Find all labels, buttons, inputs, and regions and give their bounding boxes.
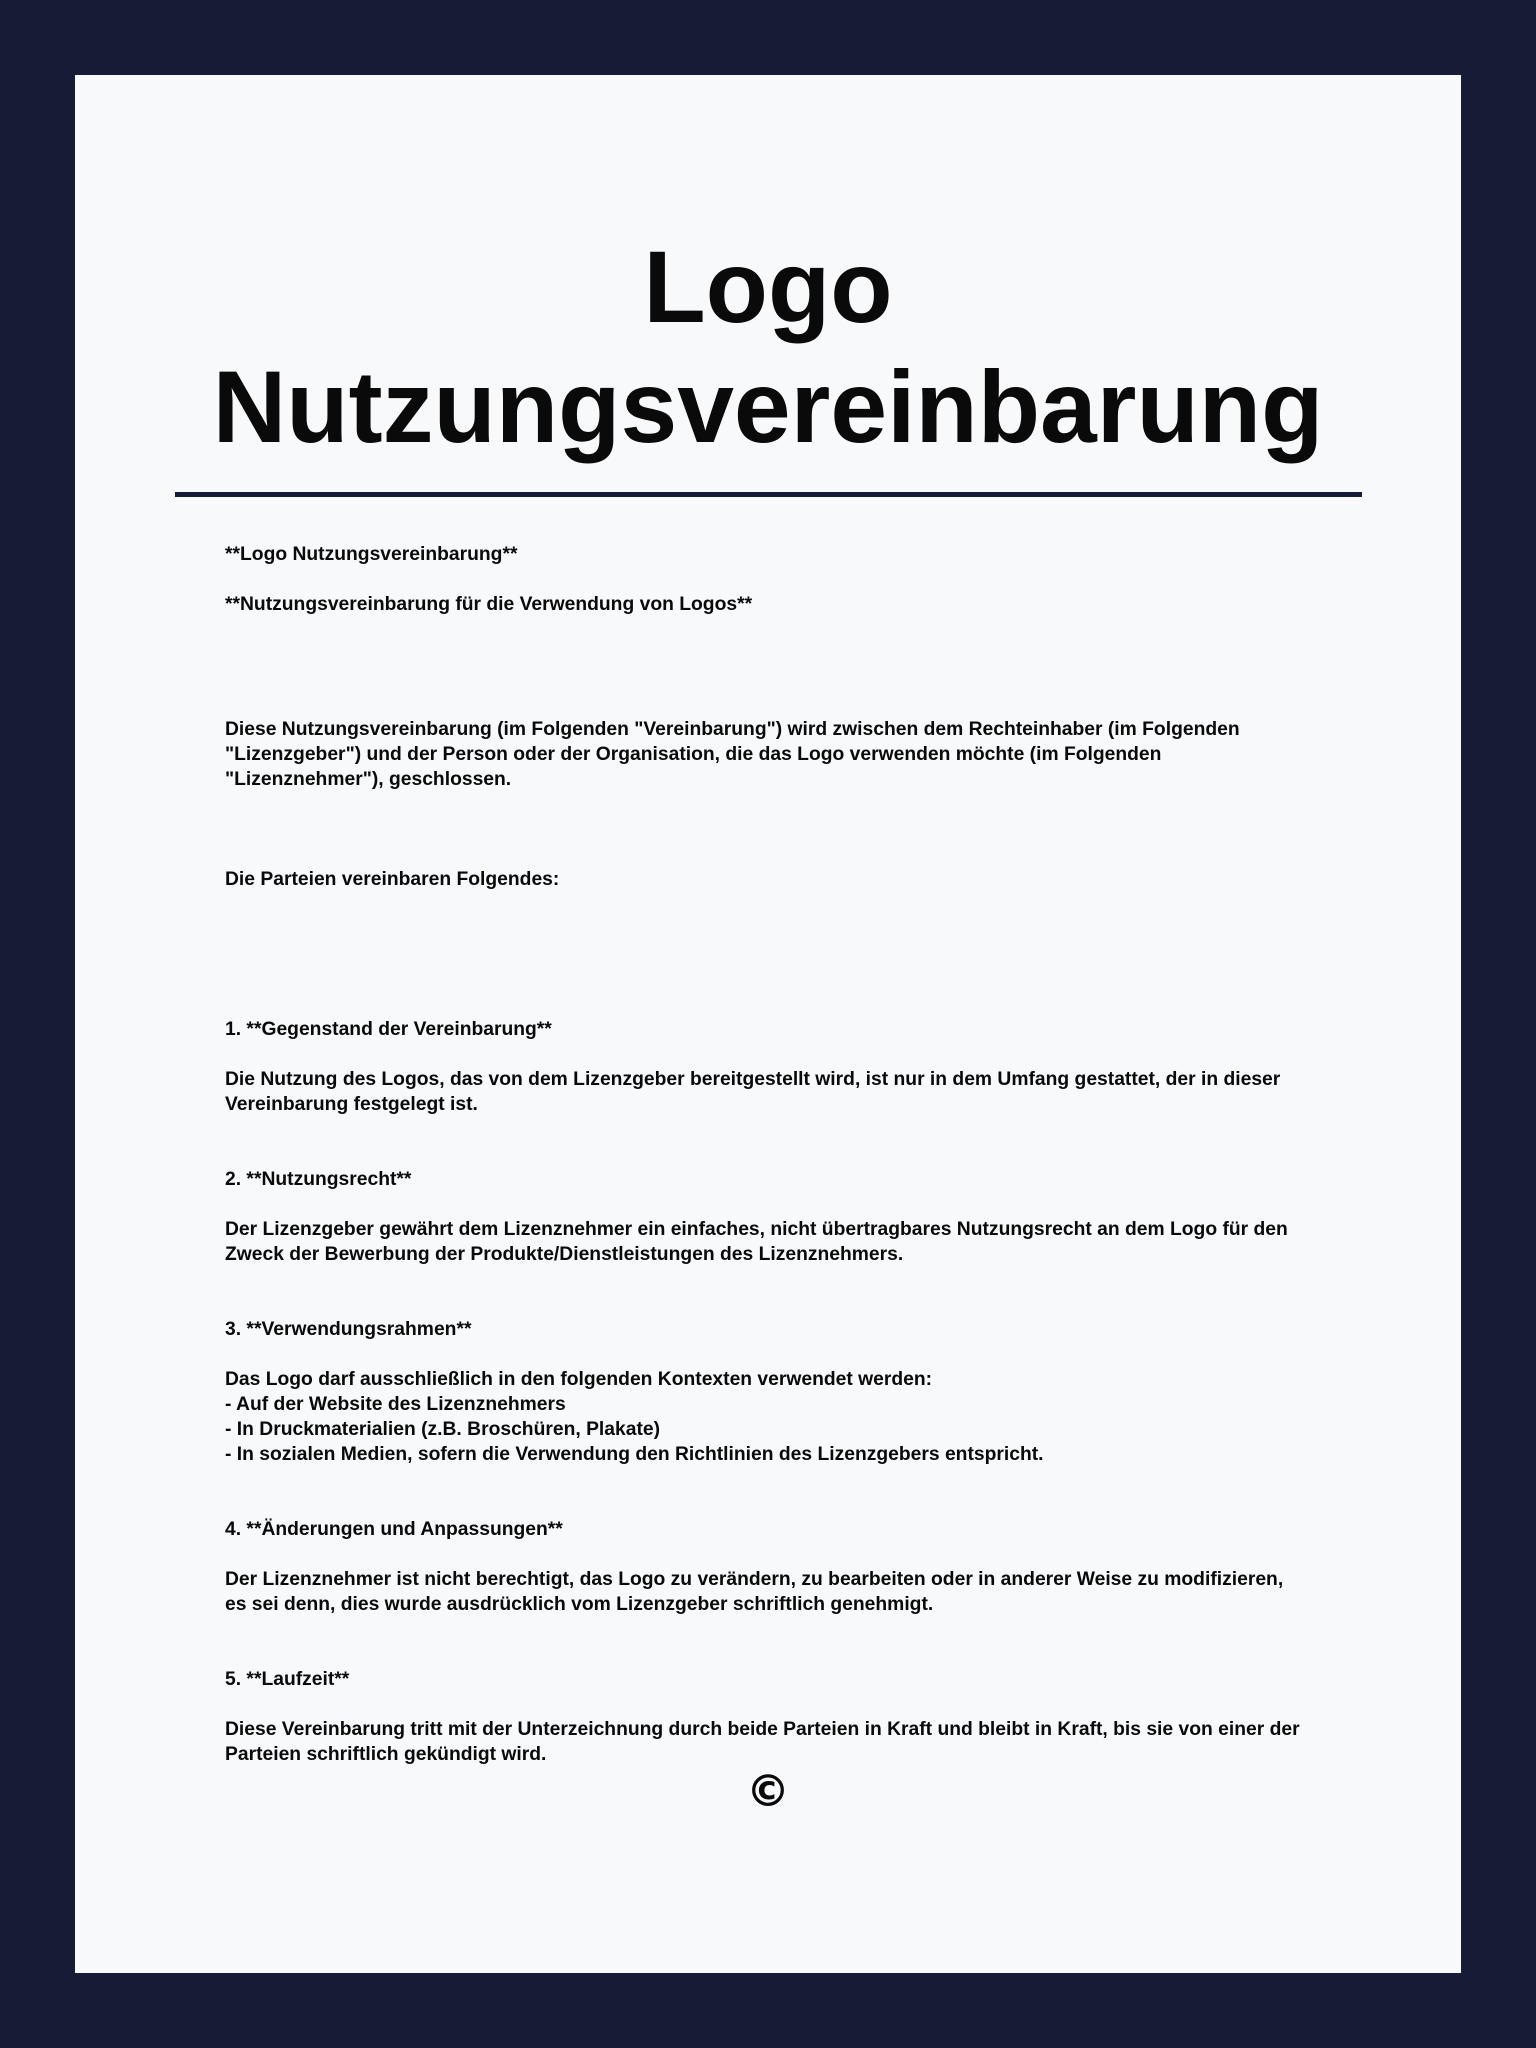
parties-paragraph: Die Parteien vereinbaren Folgendes: [225,869,560,890]
section-heading: 4. **Änderungen und Anpassungen** [225,1519,563,1540]
intro-paragraph: Diese Nutzungsvereinbarung (im Folgenden "Vereinbarung") wird zwischen dem Rechteinhaber (im Folgenden "Lizenzgeber") und der Person oder der Organisation, die das Logo verwenden möchte (im Folgenden "Lizenznehmer"), geschlossen. [225,719,1240,790]
section-heading: 5. **Laufzeit** [225,1669,350,1690]
section-text: Die Nutzung des Logos, das von dem Lizenzgeber bereitgestellt wird, ist nur in dem Umfang gestattet, der in dieser Vereinbarung festgelegt ist. [225,1069,1281,1115]
section-heading: 2. **Nutzungsrecht** [225,1169,412,1190]
section-1 [225,992,1425,1142]
heading-usage-agreement: **Nutzungsvereinbarung für die Verwendung von Logos** [225,594,753,615]
section-2 [225,1142,1425,1292]
document-title-line-1: Logo [643,230,893,344]
heading-logo-agreement: **Logo Nutzungsvereinbarung** [225,544,518,565]
section-text: Das Logo darf ausschließlich in den folgenden Kontexten verwendet werden: - Auf der Website des Lizenznehmers - In Druckmaterialien (z.B. Broschüren, Plakate) - In sozialen Medien, sofern die Verwendung den Richtlinien des Lizenzgebers entspricht. [225,1369,1044,1465]
document-title-line-2: Nutzungsvereinbarung [212,350,1324,464]
copyright-icon: © [746,1766,790,1817]
document-title [75,227,1461,467]
title-divider [175,492,1362,497]
section-heading: 1. **Gegenstand der Vereinbarung** [225,1019,552,1040]
section-text: Der Lizenzgeber gewährt dem Lizenznehmer ein einfaches, nicht übertragbares Nutzungsrecht an dem Logo für den Zweck der Bewerbung der Produkte/Dienstleistungen des Lizenznehmers. [225,1219,1288,1265]
document-page [75,75,1461,1973]
section-text: Der Lizenznehmer ist nicht berechtigt, das Logo zu verändern, zu bearbeiten oder in anderer Weise zu modifizieren, es sei denn, dies wurde ausdrücklich vom Lizenzgeber schriftlich genehmigt. [225,1569,1284,1615]
section-text: Diese Vereinbarung tritt mit der Unterzeichnung durch beide Parteien in Kraft und bleibt in Kraft, bis sie von einer der Parteien schriftlich gekündigt wird. [225,1719,1300,1765]
section-3 [225,1292,1425,1492]
section-4 [225,1492,1425,1642]
section-heading: 3. **Verwendungsrahmen** [225,1319,472,1340]
